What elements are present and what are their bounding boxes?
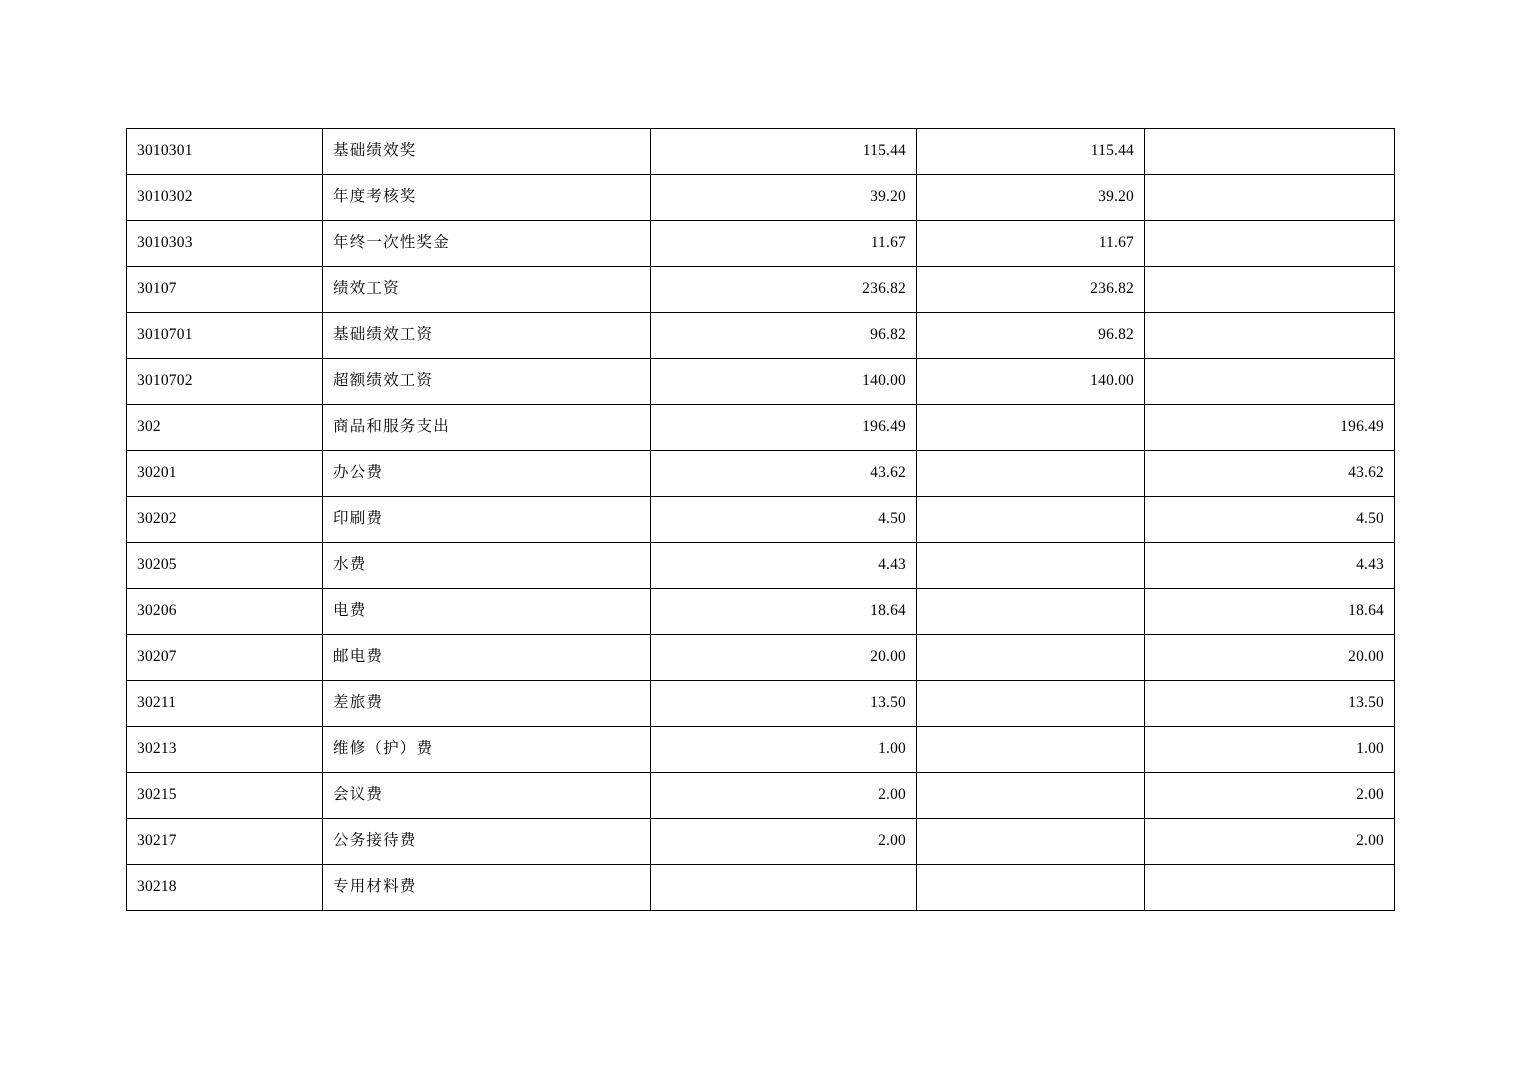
cell-subject-name: 年度考核奖 — [323, 175, 651, 221]
cell-subject-name: 邮电费 — [323, 635, 651, 681]
table-row — [127, 221, 1395, 267]
cell-project-expenditure — [1145, 221, 1395, 267]
cell-subject-code: 3010702 — [127, 359, 323, 405]
table-row — [127, 313, 1395, 359]
cell-basic-expenditure — [917, 773, 1145, 819]
cell-project-expenditure: 13.50 — [1145, 681, 1395, 727]
cell-total: 4.50 — [651, 497, 917, 543]
table-body — [127, 129, 1395, 911]
cell-project-expenditure — [1145, 129, 1395, 175]
cell-subject-code: 30213 — [127, 727, 323, 773]
cell-total: 4.43 — [651, 543, 917, 589]
cell-subject-name: 公务接待费 — [323, 819, 651, 865]
cell-basic-expenditure: 236.82 — [917, 267, 1145, 313]
cell-project-expenditure: 196.49 — [1145, 405, 1395, 451]
cell-subject-name: 超额绩效工资 — [323, 359, 651, 405]
cell-project-expenditure — [1145, 267, 1395, 313]
table-row — [127, 635, 1395, 681]
budget-expenditure-table — [126, 128, 1395, 911]
cell-total: 20.00 — [651, 635, 917, 681]
cell-project-expenditure: 2.00 — [1145, 819, 1395, 865]
table-row — [127, 359, 1395, 405]
cell-basic-expenditure — [917, 865, 1145, 911]
cell-subject-name: 印刷费 — [323, 497, 651, 543]
cell-subject-code: 3010302 — [127, 175, 323, 221]
cell-total: 39.20 — [651, 175, 917, 221]
cell-basic-expenditure: 39.20 — [917, 175, 1145, 221]
cell-basic-expenditure — [917, 405, 1145, 451]
cell-subject-name: 专用材料费 — [323, 865, 651, 911]
cell-basic-expenditure: 96.82 — [917, 313, 1145, 359]
cell-total — [651, 865, 917, 911]
table-row — [127, 175, 1395, 221]
cell-basic-expenditure — [917, 727, 1145, 773]
cell-total: 43.62 — [651, 451, 917, 497]
cell-basic-expenditure — [917, 589, 1145, 635]
cell-project-expenditure: 1.00 — [1145, 727, 1395, 773]
cell-project-expenditure: 43.62 — [1145, 451, 1395, 497]
cell-total: 18.64 — [651, 589, 917, 635]
table-row — [127, 405, 1395, 451]
cell-subject-code: 30217 — [127, 819, 323, 865]
cell-subject-name: 会议费 — [323, 773, 651, 819]
cell-total: 1.00 — [651, 727, 917, 773]
cell-subject-code: 30207 — [127, 635, 323, 681]
cell-total: 2.00 — [651, 819, 917, 865]
cell-total: 2.00 — [651, 773, 917, 819]
cell-project-expenditure: 4.50 — [1145, 497, 1395, 543]
cell-subject-code: 30201 — [127, 451, 323, 497]
cell-subject-name: 水费 — [323, 543, 651, 589]
cell-basic-expenditure: 11.67 — [917, 221, 1145, 267]
cell-subject-name: 基础绩效奖 — [323, 129, 651, 175]
cell-project-expenditure — [1145, 175, 1395, 221]
cell-basic-expenditure — [917, 635, 1145, 681]
cell-subject-code: 30206 — [127, 589, 323, 635]
cell-subject-name: 差旅费 — [323, 681, 651, 727]
cell-subject-code: 3010303 — [127, 221, 323, 267]
cell-total: 96.82 — [651, 313, 917, 359]
cell-subject-code: 30218 — [127, 865, 323, 911]
cell-total: 11.67 — [651, 221, 917, 267]
cell-subject-code: 30211 — [127, 681, 323, 727]
table-row — [127, 727, 1395, 773]
table-row — [127, 865, 1395, 911]
table-row — [127, 267, 1395, 313]
cell-project-expenditure: 4.43 — [1145, 543, 1395, 589]
cell-project-expenditure — [1145, 359, 1395, 405]
cell-subject-name: 维修（护）费 — [323, 727, 651, 773]
cell-total: 13.50 — [651, 681, 917, 727]
cell-basic-expenditure: 140.00 — [917, 359, 1145, 405]
cell-basic-expenditure: 115.44 — [917, 129, 1145, 175]
cell-total: 196.49 — [651, 405, 917, 451]
cell-basic-expenditure — [917, 681, 1145, 727]
cell-subject-code: 30215 — [127, 773, 323, 819]
cell-subject-code: 3010301 — [127, 129, 323, 175]
cell-project-expenditure: 20.00 — [1145, 635, 1395, 681]
cell-subject-code: 3010701 — [127, 313, 323, 359]
table-row — [127, 681, 1395, 727]
table-row — [127, 451, 1395, 497]
cell-project-expenditure: 2.00 — [1145, 773, 1395, 819]
table-row — [127, 589, 1395, 635]
cell-subject-name: 基础绩效工资 — [323, 313, 651, 359]
cell-project-expenditure: 18.64 — [1145, 589, 1395, 635]
table-row — [127, 819, 1395, 865]
table-row — [127, 543, 1395, 589]
cell-subject-name: 商品和服务支出 — [323, 405, 651, 451]
cell-total: 115.44 — [651, 129, 917, 175]
cell-subject-name: 绩效工资 — [323, 267, 651, 313]
cell-subject-code: 302 — [127, 405, 323, 451]
cell-basic-expenditure — [917, 451, 1145, 497]
cell-subject-code: 30202 — [127, 497, 323, 543]
cell-subject-code: 30205 — [127, 543, 323, 589]
table-row — [127, 773, 1395, 819]
cell-subject-name: 年终一次性奖金 — [323, 221, 651, 267]
table-row — [127, 497, 1395, 543]
cell-basic-expenditure — [917, 819, 1145, 865]
cell-subject-code: 30107 — [127, 267, 323, 313]
cell-subject-name: 办公费 — [323, 451, 651, 497]
cell-subject-name: 电费 — [323, 589, 651, 635]
table-row — [127, 129, 1395, 175]
cell-project-expenditure — [1145, 865, 1395, 911]
cell-total: 236.82 — [651, 267, 917, 313]
cell-total: 140.00 — [651, 359, 917, 405]
cell-project-expenditure — [1145, 313, 1395, 359]
cell-basic-expenditure — [917, 497, 1145, 543]
cell-basic-expenditure — [917, 543, 1145, 589]
